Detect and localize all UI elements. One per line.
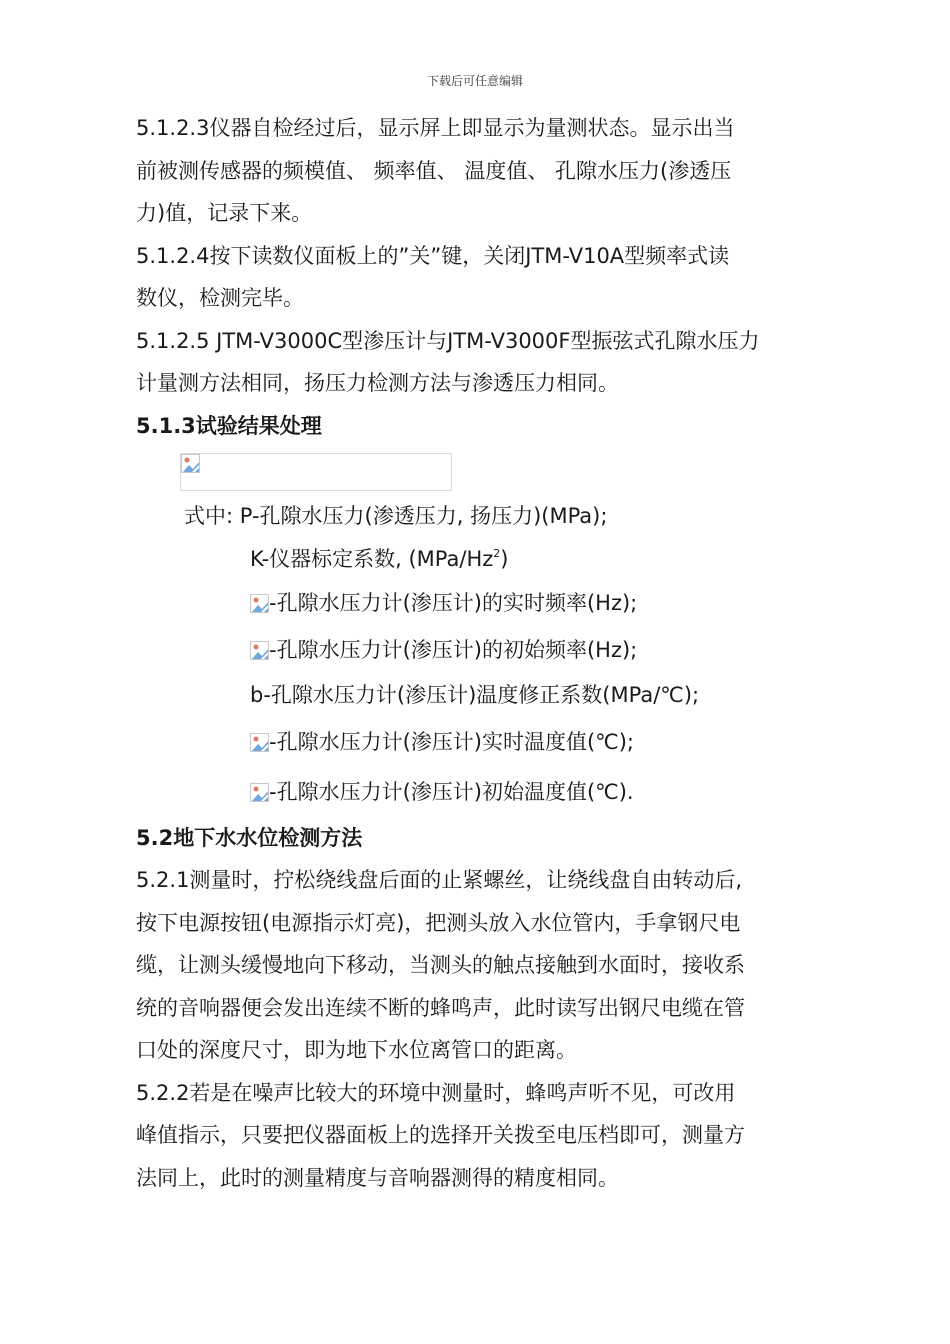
text-line: 缆，让测头缓慢地向下移动，当测头的触点接触到水面时，接收系 [136, 953, 745, 977]
broken-image-icon [250, 783, 269, 802]
text-line: 峰值指示，只要把仪器面板上的选择开关拨至电压档即可，测量方 [136, 1123, 745, 1147]
definition-b: b-孔隙水压力计(渗压计)温度修正系数(MPa/℃); [250, 683, 700, 707]
definition-t0 [136, 767, 818, 817]
text-line: 5.2.2若是在噪声比较大的环境中测量时，蜂鸣声听不见，可改用 [136, 1080, 736, 1105]
definition-k-close: ) [500, 546, 509, 571]
text-line: 5.1.2.5 JTM-V3000C型渗压计与JTM-V3000F型振弦式孔隙水压力 [136, 328, 760, 353]
broken-image-icon [250, 594, 269, 613]
superscript: 2 [493, 546, 501, 560]
definition-fi-text: -孔隙水压力计(渗压计)的实时频率(Hz); [269, 591, 638, 615]
text-line: 5.1.2.3仪器自检经过后，显示屏上即显示为量测状态。显示出当 [136, 116, 735, 140]
definition-t0-text: -孔隙水压力计(渗压计)初始温度值(℃). [269, 779, 634, 804]
text-line: 法同上，此时的测量精度与音响器测得的精度相同。 [136, 1165, 619, 1190]
formula-image [180, 453, 452, 491]
definition-k-text: K-仪器标定系数, (MPa/Hz [250, 546, 494, 571]
text-line: 口处的深度尺寸，即为地下水位离管口的距离。 [136, 1038, 577, 1062]
paragraph-5-1-2-4 [136, 235, 818, 320]
text-line: 前被测传感器的频模值、 频率值、 温度值、 孔隙水压力(渗透压 [136, 158, 732, 183]
text-line: 按下电源按钮(电源指示灯亮)，把测头放入水位管内，手拿钢尺电 [136, 910, 741, 935]
text-line: 计量测方法相同，扬压力检测方法与渗透压力相同。 [136, 371, 619, 395]
definition-fi [136, 580, 818, 627]
section-heading-5-2: 5.2地下水水位检测方法 [136, 825, 363, 850]
paragraph-5-1-2-3 [136, 107, 818, 235]
definition-f0 [136, 627, 818, 674]
section-heading-5-1-3: 5.1.3试验结果处理 [136, 413, 322, 438]
definition-k [136, 538, 818, 581]
text-line: 统的音响器便会发出连续不断的蜂鸣声，此时读写出钢尺电缆在管 [136, 995, 745, 1020]
definition-ti [136, 717, 818, 767]
text-line: 数仪，检测完毕。 [136, 286, 304, 310]
page-header: 下载后可任意编辑 [426, 74, 523, 88]
paragraph-5-2-1 [136, 859, 818, 1072]
definition-intro: 式中: P-孔隙水压力(渗透压力, 扬压力)(MPa); [184, 504, 608, 528]
definition-f0-text: -孔隙水压力计(渗压计)的初始频率(Hz); [269, 638, 638, 662]
broken-image-icon [250, 641, 269, 660]
paragraph-5-1-2-5 [136, 320, 818, 405]
definition-ti-text: -孔隙水压力计(渗压计)实时温度值(℃); [269, 729, 635, 754]
broken-image-icon [250, 733, 269, 752]
text-line: 5.2.1测量时，拧松绕线盘后面的止紧螺丝，让绕线盘自由转动后, [136, 868, 743, 892]
paragraph-5-2-2 [136, 1072, 818, 1200]
text-line: 力)值，记录下来。 [136, 201, 313, 225]
document-body [136, 107, 818, 1199]
broken-image-icon [181, 454, 200, 473]
text-line: 5.1.2.4按下读数仪面板上的”关”键，关闭JTM-V10A型频率式读 [136, 243, 730, 268]
